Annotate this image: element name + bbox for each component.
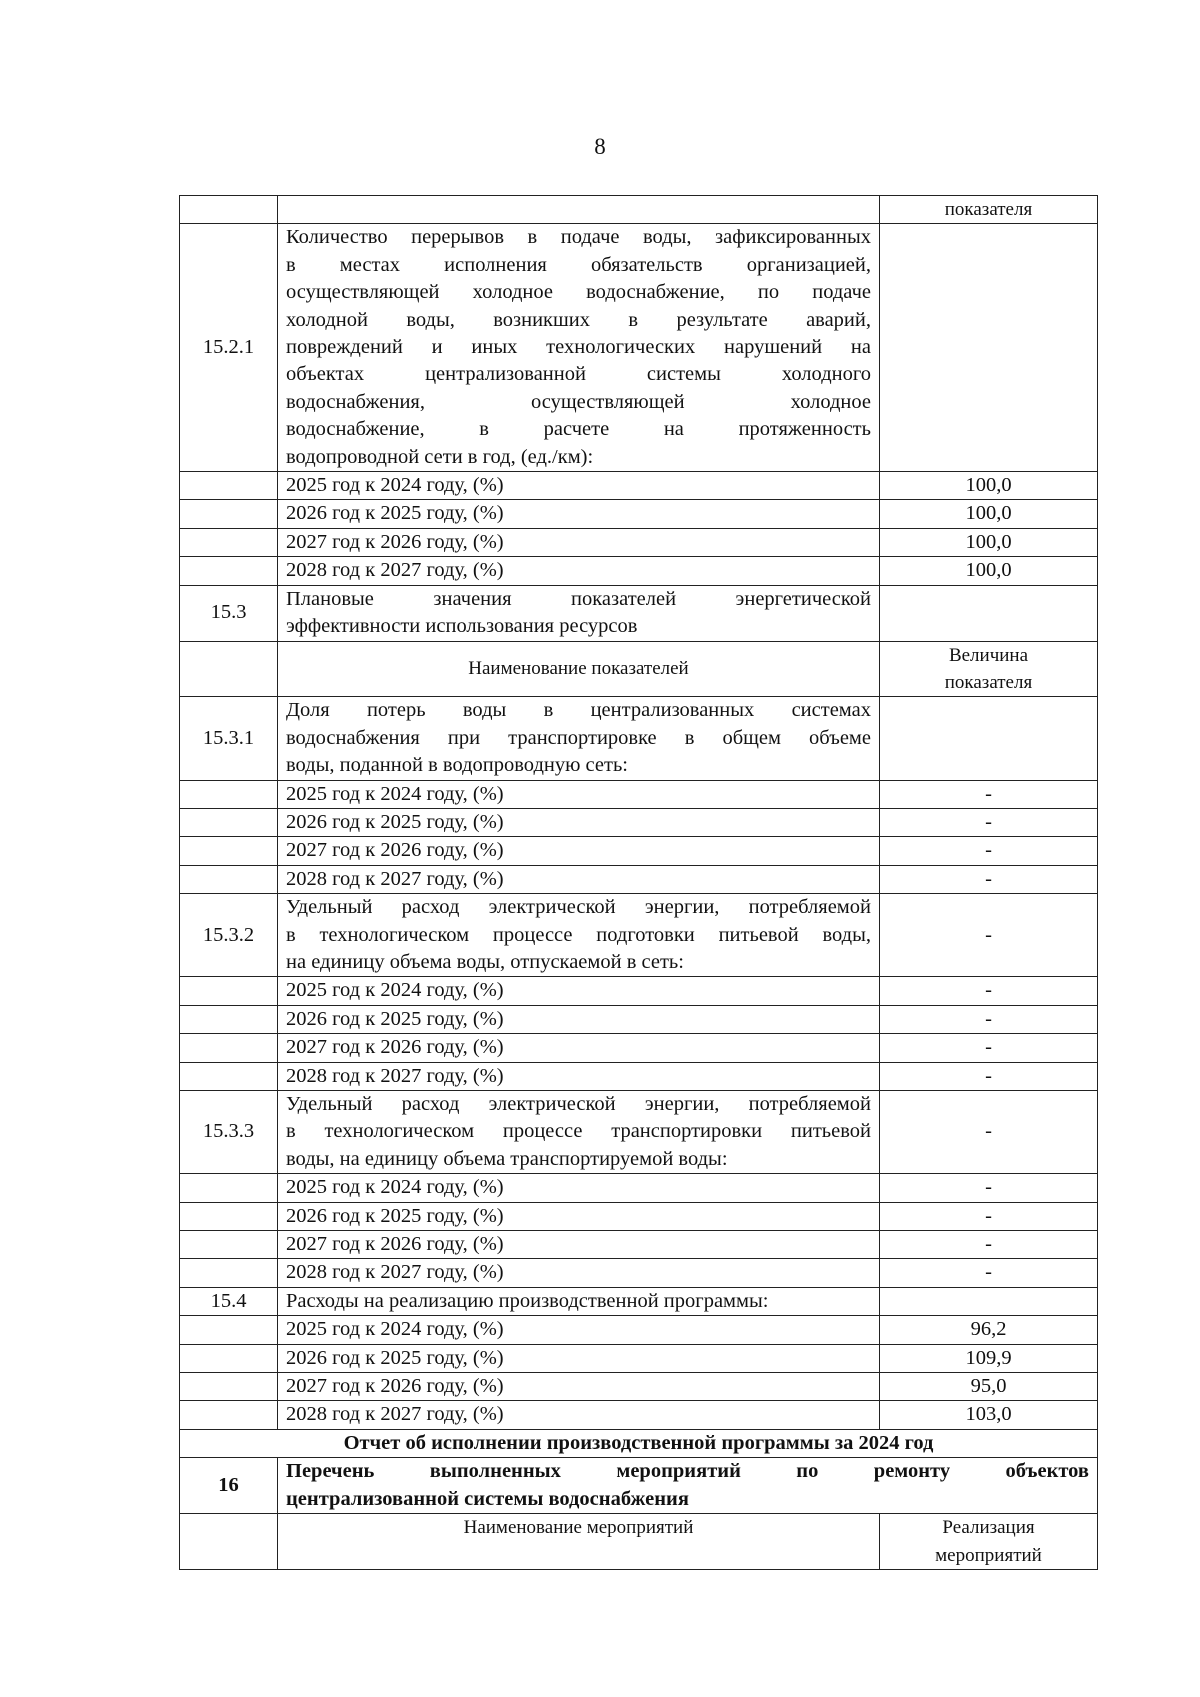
year-value: -	[880, 1005, 1098, 1033]
year-value: -	[880, 1034, 1098, 1062]
year-value: -	[880, 977, 1098, 1005]
year-label: 2025 год к 2024 году, (%)	[278, 472, 880, 500]
value-cell: -	[880, 894, 1098, 977]
section-description: Расходы на реализацию производственной программы:	[278, 1287, 880, 1315]
value-cell: -	[880, 1091, 1098, 1174]
table-row	[180, 1316, 1098, 1344]
text-line: повреждений и иных технологических нарушений на	[286, 336, 871, 359]
table-row	[180, 1344, 1098, 1372]
year-label: 2025 год к 2024 году, (%)	[278, 1174, 880, 1202]
year-label: 2026 год к 2025 году, (%)	[278, 1005, 880, 1033]
page-number: 8	[594, 134, 606, 159]
section-description	[278, 585, 880, 641]
section-description	[278, 894, 880, 977]
year-label: 2026 год к 2025 году, (%)	[278, 1202, 880, 1230]
table-header-row	[180, 1514, 1098, 1570]
value-cell	[880, 697, 1098, 780]
text-line: эффективности использования ресурсов	[286, 615, 638, 638]
year-value: -	[880, 1174, 1098, 1202]
text-line: водоснабжения при транспортировке в общем объеме	[286, 726, 871, 749]
text-line: объектах централизованной системы холодного	[286, 363, 871, 386]
section-number: 15.4	[180, 1287, 278, 1315]
year-label: 2028 год к 2027 году, (%)	[278, 557, 880, 585]
table-header-row	[180, 641, 1098, 697]
indicators-table	[179, 195, 1098, 1570]
text-line: Количество перерывов в подаче воды, зафиксированных	[286, 226, 871, 249]
year-label: 2027 год к 2026 году, (%)	[278, 837, 880, 865]
text-line: водоснабжения, осуществляющей холодное	[286, 390, 871, 413]
header-value-line: Величина	[948, 644, 1029, 666]
year-value: 100,0	[880, 472, 1098, 500]
value-cell	[880, 1287, 1098, 1315]
table-row	[180, 1259, 1098, 1287]
header-value	[880, 641, 1098, 697]
year-value: 100,0	[880, 500, 1098, 528]
table-row	[180, 1373, 1098, 1401]
year-value: -	[880, 780, 1098, 808]
year-value: -	[880, 865, 1098, 893]
year-value: 100,0	[880, 557, 1098, 585]
text-line: в технологическом процессе подготовки питьевой воды,	[286, 923, 871, 946]
text-line: в местах исполнения обязательств организацией,	[286, 253, 871, 276]
section-row-15-3-1	[180, 697, 1098, 780]
text-line: на единицу объема воды, отпускаемой в сеть:	[286, 950, 684, 973]
section-number: 15.3	[180, 585, 278, 641]
section-description	[278, 1458, 1098, 1514]
table-row	[180, 500, 1098, 528]
year-value: -	[880, 1202, 1098, 1230]
year-label: 2027 год к 2026 году, (%)	[278, 1034, 880, 1062]
table-row	[180, 1005, 1098, 1033]
year-value: 100,0	[880, 528, 1098, 556]
year-value: -	[880, 1259, 1098, 1287]
text-line: водопроводной сети в год, (ед./км):	[286, 445, 594, 468]
text-line: Плановые значения показателей энергетической	[286, 587, 871, 610]
header-value	[880, 1514, 1098, 1570]
year-label: 2025 год к 2024 году, (%)	[278, 780, 880, 808]
year-label: 2028 год к 2027 году, (%)	[278, 1259, 880, 1287]
section-description	[278, 1091, 880, 1174]
year-label: 2025 год к 2024 году, (%)	[278, 977, 880, 1005]
header-name: Наименование показателей	[278, 641, 880, 697]
year-label: 2027 год к 2026 году, (%)	[278, 1231, 880, 1259]
report-title: Отчет об исполнении производственной программы за 2024 год	[180, 1429, 1098, 1457]
section-row-15-3-2	[180, 894, 1098, 977]
section-row-16	[180, 1458, 1098, 1514]
section-description	[278, 224, 880, 472]
table-row	[180, 528, 1098, 556]
year-value: -	[880, 808, 1098, 836]
year-label: 2026 год к 2025 году, (%)	[278, 500, 880, 528]
table-row	[180, 977, 1098, 1005]
text-line: холодной воды, возникших в результате аварий,	[286, 308, 871, 331]
section-row-15-3-3	[180, 1091, 1098, 1174]
year-value: 109,9	[880, 1344, 1098, 1372]
year-value: -	[880, 1231, 1098, 1259]
value-cell	[880, 224, 1098, 472]
section-row-15-2-1	[180, 224, 1098, 472]
text-line: в технологическом процессе транспортировки питьевой	[286, 1120, 871, 1143]
section-number: 16	[180, 1458, 278, 1514]
year-label: 2025 год к 2024 году, (%)	[278, 1316, 880, 1344]
text-line: централизованной системы водоснабжения	[286, 1487, 689, 1510]
table-row	[180, 1174, 1098, 1202]
table-row	[180, 196, 1098, 224]
header-value-line: Реализация	[942, 1517, 1035, 1539]
num-cell	[180, 196, 278, 224]
table-row	[180, 557, 1098, 585]
value-cell	[880, 585, 1098, 641]
section-row-15-3	[180, 585, 1098, 641]
year-label: 2028 год к 2027 году, (%)	[278, 1401, 880, 1429]
text-line: водоснабжение, в расчете на протяженность	[286, 418, 871, 441]
year-label: 2026 год к 2025 году, (%)	[278, 808, 880, 836]
table-row	[180, 808, 1098, 836]
table-row	[180, 472, 1098, 500]
table-row	[180, 1231, 1098, 1259]
section-number: 15.2.1	[180, 224, 278, 472]
text-line: Удельный расход электрической энергии, потребляемой	[286, 1093, 871, 1115]
section-description	[278, 697, 880, 780]
table-row	[180, 1062, 1098, 1090]
year-label: 2027 год к 2026 году, (%)	[278, 528, 880, 556]
section-number: 15.3.2	[180, 894, 278, 977]
header-name: Наименование мероприятий	[278, 1514, 880, 1570]
table-row	[180, 1202, 1098, 1230]
text-line: Доля потерь воды в централизованных системах	[286, 699, 871, 722]
year-label: 2028 год к 2027 году, (%)	[278, 1062, 880, 1090]
section-number: 15.3.1	[180, 697, 278, 780]
section-number: 15.3.3	[180, 1091, 278, 1174]
table-row	[180, 1401, 1098, 1429]
year-value: -	[880, 1062, 1098, 1090]
text-line: Перечень выполненных мероприятий по ремонту объектов	[286, 1460, 1089, 1483]
table-row	[180, 837, 1098, 865]
value-header-cell: показателя	[880, 196, 1098, 224]
year-value: 103,0	[880, 1401, 1098, 1429]
year-label: 2027 год к 2026 году, (%)	[278, 1373, 880, 1401]
header-value-line: показателя	[944, 671, 1033, 693]
text-line: Удельный расход электрической энергии, потребляемой	[286, 896, 871, 919]
text-line: осуществляющей холодное водоснабжение, по подаче	[286, 281, 871, 304]
section-row-15-4	[180, 1287, 1098, 1315]
year-value: 96,2	[880, 1316, 1098, 1344]
report-title-row	[180, 1429, 1098, 1457]
year-value: -	[880, 837, 1098, 865]
year-value: 95,0	[880, 1373, 1098, 1401]
year-label: 2028 год к 2027 году, (%)	[278, 865, 880, 893]
year-label: 2026 год к 2025 году, (%)	[278, 1344, 880, 1372]
header-value-line: мероприятий	[935, 1544, 1042, 1566]
table-row	[180, 865, 1098, 893]
table-row	[180, 1034, 1098, 1062]
name-cell	[278, 196, 880, 224]
text-line: воды, поданной в водопроводную сеть:	[286, 754, 628, 777]
text-line: воды, на единицу объема транспортируемой воды:	[286, 1147, 728, 1170]
table-row	[180, 780, 1098, 808]
